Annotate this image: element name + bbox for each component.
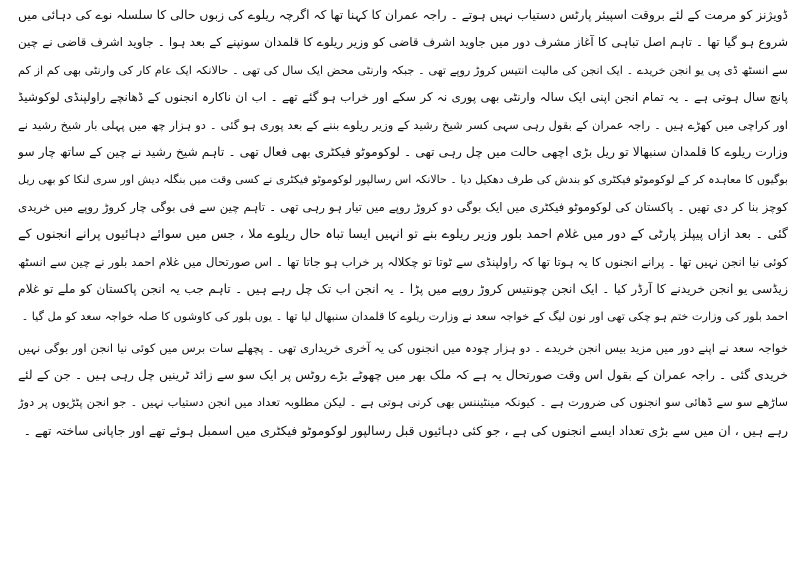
text-line: بوگیوں کا معاہدہ کر کے لوکوموٹو فیکٹری کو بندش کی طرف دھکیل دیا ۔ حالانکہ اس رسالپور لوکوموٹو فیکٹری نے کسی وقت میں بنگلہ دیش اور سری لنکا کو بھی ریل	[18, 173, 788, 187]
text-line: سے انسٹھ ڈی پی یو انجن خریدے ۔ ایک انجن کی مالیت انتیس کروڑ روپے تھی ۔ جبکہ وارنٹی محض ایک سال کی تھی ۔ حالانکہ ایک عام کار کی وارنٹی بھی کم از کم	[18, 63, 788, 77]
paragraph-2	[18, 335, 788, 445]
paragraph-1	[18, 2, 788, 331]
text-line: خریدی گئی ۔ راجہ عمران کے بقول اس وقت صورتحال یہ ہے کہ ملک بھر میں چھوٹے بڑے روٹس پر ایک سو سے زائد ٹرینیں چل رہی ہیں ۔ جن کے لئے	[18, 368, 788, 383]
text-line: ڈویژنز کو مرمت کے لئے بروقت اسپیئر پارٹس دستیاب نہیں ہوتے ۔ راجہ عمران کا کہنا تھا کہ اگرچہ ریلوے کی زبوں حالی کا سلسلہ نوے کی دہائی میں	[18, 8, 788, 22]
text-line: شروع ہو گیا تھا ۔ تاہم اصل تباہی کا آغاز مشرف دور میں جاوید اشرف قاضی کو وزیر ریلوے کا قلمدان سونپنے کے بعد ہوا ۔ جاوید اشرف قاضی نے چین	[18, 35, 788, 50]
text-line: پانچ سال ہوتی ہے ۔ یہ تمام انجن اپنی ایک سالہ وارنٹی بھی پوری نہ کر سکے اور خراب ہو گئے تھے ۔ اب ان ناکارہ انجنوں کے ڈھانچے راولپنڈی لوکوشیڈ	[18, 90, 788, 105]
text-line: رہے ہیں ، ان میں سے بڑی تعداد ایسے انجنوں کی ہے ، جو کئی دہائیوں قبل رسالپور لوکوموٹو فیکٹری میں اسمبل ہوئے تھے اور جاپانی ساختہ تھے ۔	[23, 422, 788, 438]
text-line: اور کراچی میں کھڑے ہیں ۔ راجہ عمران کے بقول رہی سہی کسر شیخ رشید کے وزیر ریلوے بننے کے بعد پوری ہو گئی ۔ دو ہزار چھ میں پہلی بار شیخ رشید نے	[18, 117, 788, 132]
text-line: ساڑھے سو سے ڈھائی سو انجنوں کی ضرورت ہے ۔ کیونکہ مینٹیننس بھی کرنی ہوتی ہے ۔ لیکن مطلوبہ تعداد میں انجن دستیاب نہیں ۔ جو انجن پٹڑیوں پر دوڑ	[18, 395, 788, 410]
text-line: کوچز بنا کر دی تھیں ۔ پاکستان کی لوکوموٹو فیکٹری میں ایک بوگی دو کروڑ روپے میں تیار ہو رہی تھی ۔ تاہم چین سے فی بوگی چار کروڑ روپے میں خریدی	[18, 199, 788, 214]
article-body	[18, 2, 788, 580]
text-line: وزارت ریلوے کا قلمدان سنبھالا تو ریل بڑی اچھی حالت میں چل رہی تھی ۔ لوکوموٹو فیکٹری بھی فعال تھی ۔ تاہم شیخ رشید نے چین کے ساتھ چار سو	[18, 144, 788, 159]
text-line: خواجہ سعد نے اپنے دور میں مزید بیس انجن خریدے ۔ دو ہزار چودہ میں انجنوں کی یہ آخری خریداری تھی ۔ پچھلے سات برس میں کوئی نیا انجن اور بوگی نہیں	[18, 340, 788, 355]
text-line: کوئی نیا انجن نہیں تھا ۔ پرانے انجنوں کا یہ ہوتا تھا کہ راولپنڈی سے ٹوتا تو چکلالہ پر خراب ہو جاتا تھا ۔ اس صورتحال میں غلام احمد بلور نے چین سے انسٹھ	[18, 254, 788, 269]
text-line: گئی ۔ بعد ازاں پیپلز پارٹی کے دور میں غلام احمد بلور وزیر ریلوے بنے تو انہیں ایسا تباہ حال ریلوے ملا ، جس میں سوائے دہائیوں پرانے انجنوں کے	[18, 227, 788, 243]
text-line: احمد بلور کی وزارت ختم ہو چکی تھی اور نون لیگ کے خواجہ سعد نے وزارت ریلوے کا قلمدان سنبھال لیا تھا ۔ یوں بلور کی کاوشوں کا صلہ خواجہ سعد کو مل گیا ۔	[21, 310, 788, 324]
text-line: زیڈسی یو انجن خریدنے کا آرڈر کیا ۔ ایک انجن چونتیس کروڑ روپے میں پڑا ۔ یہ انجن اب تک چل رہے ہیں ۔ تاہم جب یہ انجن پاکستان کو ملے تو غلام	[18, 281, 788, 296]
